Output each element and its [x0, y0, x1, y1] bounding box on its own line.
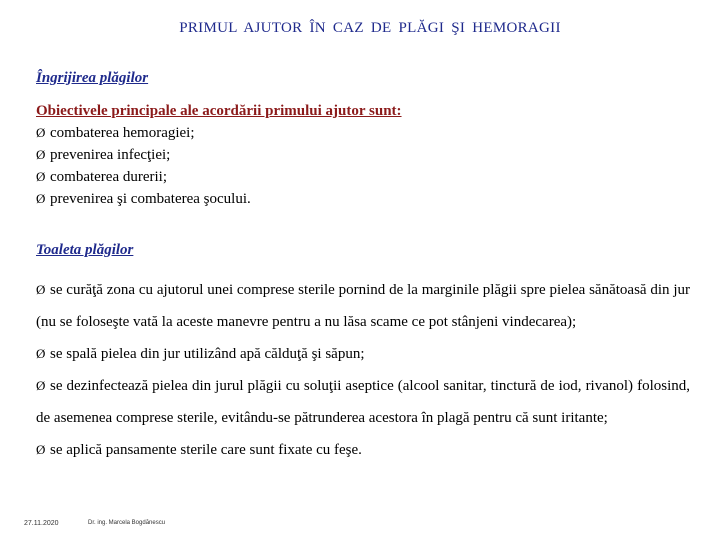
- list-item-text: prevenirea infecţiei;: [50, 147, 171, 163]
- list-item: [36, 122, 696, 144]
- section-heading-wound-care: Îngrijirea plăgilor: [36, 70, 149, 86]
- list-item: [36, 144, 696, 166]
- cleaning-steps-block: [36, 274, 690, 466]
- objectives-block: [36, 101, 696, 210]
- footer-author: Dr. ing. Marcela Bogdănescu: [88, 520, 166, 526]
- footer-date: 27.11.2020: [24, 520, 59, 527]
- list-item: [36, 338, 690, 370]
- arrow-bullet-icon: Ø: [36, 378, 46, 393]
- list-item: [36, 166, 696, 188]
- objectives-title: Obiectivele principale ale acordării primului ajutor sunt:: [36, 103, 402, 119]
- arrow-bullet-icon: Ø: [36, 125, 46, 140]
- list-item-text: se spală pielea din jur utilizând apă călduţă şi săpun;: [50, 346, 365, 362]
- list-item-text: se dezinfectează pielea din jurul plăgii cu soluţii aseptice (alcool sanitar, tinctură de iod, rivanol) folosind, de asemenea comprese sterile, evitându-se pătrunderea acestora în plagă pentru că sunt iritante;: [36, 378, 690, 426]
- arrow-bullet-icon: Ø: [36, 442, 46, 457]
- slide-title: PRIMUL AJUTOR ÎN CAZ DE PLĂGI ŞI HEMORAGII: [179, 20, 561, 36]
- list-item-text: combaterea durerii;: [50, 169, 168, 185]
- list-item: [36, 188, 696, 210]
- list-item-text: prevenirea şi combaterea şocului.: [50, 191, 251, 207]
- arrow-bullet-icon: Ø: [36, 346, 46, 361]
- list-item-text: se aplică pansamente sterile care sunt fixate cu feşe.: [50, 442, 362, 458]
- arrow-bullet-icon: Ø: [36, 282, 46, 297]
- list-item: [36, 274, 690, 338]
- list-item: [36, 370, 690, 434]
- list-item: [36, 434, 690, 466]
- arrow-bullet-icon: Ø: [36, 191, 46, 206]
- section-heading-wound-cleaning: Toaleta plăgilor: [36, 242, 134, 258]
- arrow-bullet-icon: Ø: [36, 147, 46, 162]
- arrow-bullet-icon: Ø: [36, 169, 46, 184]
- list-item-text: combaterea hemoragiei;: [50, 125, 195, 141]
- list-item-text: se curăţă zona cu ajutorul unei comprese sterile pornind de la marginile plăgii spre pielea sănătoasă din jur (nu se foloseşte vată la aceste manevre pentru a nu lăsa scame ce pot stânjeni vindecarea);: [36, 282, 690, 330]
